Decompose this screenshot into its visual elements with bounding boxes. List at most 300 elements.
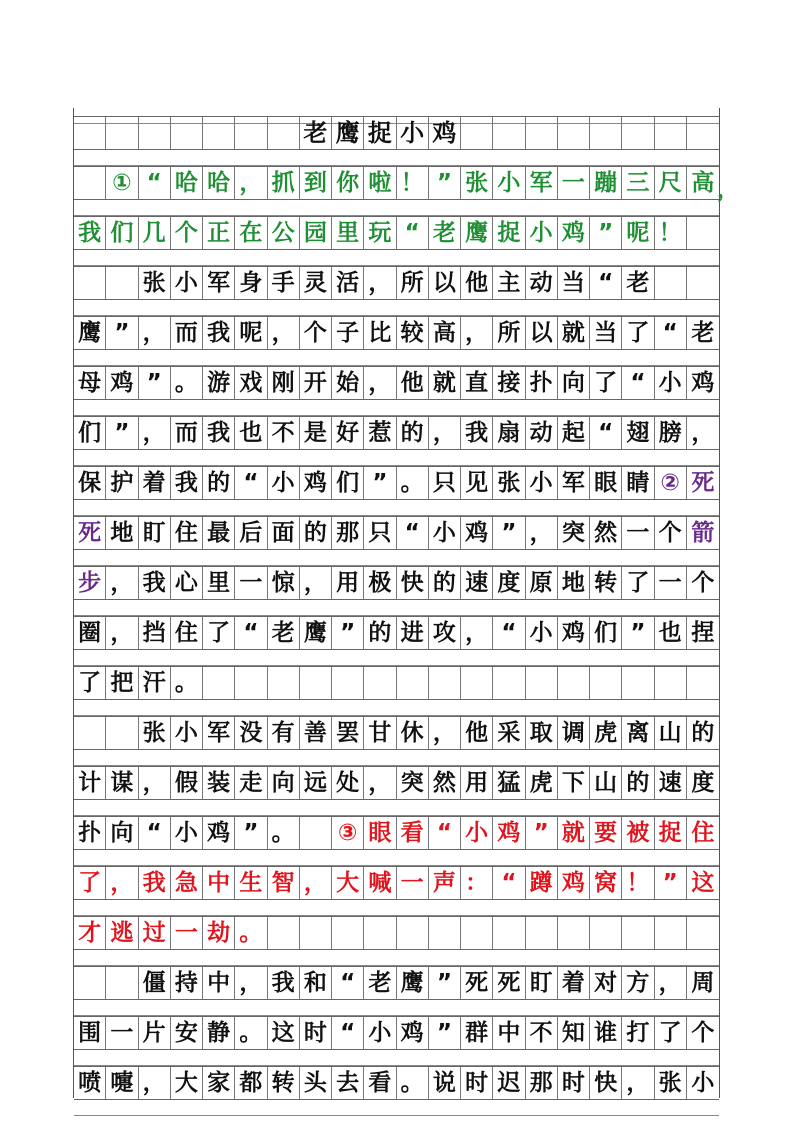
grid-cell: 高: [429, 317, 461, 349]
grid-cell: ，: [655, 967, 687, 999]
grid-cell: 我: [74, 217, 106, 249]
grid-cell: 捉: [493, 217, 525, 249]
grid-cell: 游: [203, 367, 235, 399]
grid-cell: 逃: [106, 917, 138, 949]
grid-cell: 说: [429, 1067, 461, 1099]
grid-cell: [106, 717, 138, 749]
grid-cell: 和: [300, 967, 332, 999]
grid-cell: 也: [235, 417, 267, 449]
grid-separator: [74, 500, 719, 516]
grid-cell: 计: [74, 767, 106, 799]
grid-cell: 转: [268, 1067, 300, 1099]
grid-separator: [74, 600, 719, 616]
grid-row: [74, 766, 719, 800]
grid-cell: 片: [139, 1017, 171, 1049]
grid-cell: 对: [590, 967, 622, 999]
grid-cell: 比: [364, 317, 396, 349]
grid-separator: [74, 400, 719, 416]
grid-row: [74, 966, 719, 1000]
grid-cell: 谋: [106, 767, 138, 799]
grid-cell: 了: [590, 367, 622, 399]
grid-cell: 死: [74, 517, 106, 549]
grid-cell: 惊: [268, 567, 300, 599]
grid-cell: 主: [493, 267, 525, 299]
grid-cell: [106, 967, 138, 999]
grid-cell: ”: [429, 967, 461, 999]
title-cell: 小: [397, 117, 429, 149]
grid-cell: “: [235, 617, 267, 649]
grid-cell: 汗: [139, 667, 171, 699]
grid-cell: ，: [235, 967, 267, 999]
grid-cell: 张: [139, 717, 171, 749]
title-cell: [461, 117, 493, 149]
grid-cell: ！: [397, 167, 429, 199]
grid-cell: 张: [461, 167, 493, 199]
grid-cell: 鸡: [397, 1017, 429, 1049]
title-cell: [526, 117, 558, 149]
grid-cell: 园: [300, 217, 332, 249]
grid-cell: ，: [429, 417, 461, 449]
grid-cell: “: [493, 617, 525, 649]
grid-cell: 善: [300, 717, 332, 749]
grid-cell: 住: [171, 517, 203, 549]
grid-cell: 你: [332, 167, 364, 199]
grid-cell: 动: [526, 417, 558, 449]
grid-cell: 盯: [139, 517, 171, 549]
grid-cell: ，: [139, 317, 171, 349]
grid-cell: 静: [203, 1017, 235, 1049]
grid-cell: [106, 267, 138, 299]
grid-cell: 我: [171, 467, 203, 499]
grid-cell: 劫: [203, 917, 235, 949]
grid-cell: 地: [558, 567, 590, 599]
grid-cell: 步: [74, 567, 106, 599]
grid-cell: [558, 917, 590, 949]
grid-cell: 安: [171, 1017, 203, 1049]
grid-row: [74, 1016, 719, 1050]
grid-cell: 就: [558, 317, 590, 349]
grid-cell: ，: [268, 317, 300, 349]
grid-cell: 了: [655, 1017, 687, 1049]
grid-cell: 一: [171, 917, 203, 949]
grid-cell: 最: [203, 517, 235, 549]
grid-cell: “: [139, 167, 171, 199]
grid-cell: 扑: [74, 817, 106, 849]
title-cell: [106, 117, 138, 149]
grid-cell: 声: [429, 867, 461, 899]
grid-cell: 翅: [622, 417, 654, 449]
grid-cell: 一: [655, 567, 687, 599]
grid-cell: 进: [397, 617, 429, 649]
grid-cell: 鸡: [558, 217, 590, 249]
grid-cell: “: [493, 867, 525, 899]
grid-cell: ，: [691, 419, 715, 446]
grid-cell: 开: [300, 367, 332, 399]
grid-cell: 小: [171, 717, 203, 749]
grid-cell: 鸡: [300, 467, 332, 499]
grid-cell: 用: [461, 767, 493, 799]
title-cell: [139, 117, 171, 149]
grid-cell: 虎: [590, 717, 622, 749]
grid-cell: 中: [203, 867, 235, 899]
grid-cell: 我: [268, 967, 300, 999]
grid-cell: 们: [106, 217, 138, 249]
grid-separator: [74, 850, 719, 866]
grid-cell: 时: [558, 1067, 590, 1099]
grid-row: [74, 166, 740, 203]
title-cell: [558, 117, 590, 149]
grid-cell: ！: [622, 867, 654, 899]
grid-cell: 军: [558, 467, 590, 499]
grid-cell: 生: [235, 867, 267, 899]
grid-cell: [397, 667, 429, 699]
grid-cell: 。: [268, 817, 300, 849]
grid-cell: 挡: [139, 617, 171, 649]
grid-cell: 我: [203, 317, 235, 349]
grid-cell: 老: [268, 617, 300, 649]
grid-cell: 直: [461, 367, 493, 399]
grid-cell: 始: [332, 367, 364, 399]
grid-cell: [622, 667, 654, 699]
composition-grid-paper: [73, 108, 740, 1098]
grid-cell: 鸡: [203, 817, 235, 849]
grid-cell: 群: [461, 1017, 493, 1049]
grid-row: [74, 666, 719, 700]
grid-cell: 的: [364, 617, 396, 649]
grid-cell: 鸡: [558, 617, 590, 649]
grid-cell: 老: [691, 319, 715, 346]
grid-cell: 玩: [364, 217, 396, 249]
grid-cell: 活: [332, 267, 364, 299]
grid-cell: 扑: [526, 367, 558, 399]
grid-cell: ，: [429, 717, 461, 749]
grid-cell: 过: [139, 917, 171, 949]
grid-separator: [74, 900, 719, 916]
grid-cell: [655, 267, 687, 299]
grid-cell: 住: [691, 819, 715, 846]
grid-cell: 戏: [235, 367, 267, 399]
grid-cell: ，: [364, 367, 396, 399]
grid-cell: 一: [235, 567, 267, 599]
grid-cell: [74, 167, 106, 199]
grid-cell: 就: [429, 367, 461, 399]
grid-cell: [461, 917, 493, 949]
title-cell: 鸡: [429, 117, 461, 149]
grid-cell: 小: [526, 467, 558, 499]
grid-cell: 的: [429, 567, 461, 599]
grid-cell: [300, 667, 332, 699]
grid-cell: 捉: [655, 817, 687, 849]
grid-cell: 了: [74, 867, 106, 899]
grid-row: [74, 916, 719, 950]
grid-cell: 然: [590, 517, 622, 549]
grid-cell: ②: [655, 467, 687, 499]
grid-cell: 老: [364, 967, 396, 999]
grid-cell: “: [622, 367, 654, 399]
grid-cell: [300, 917, 332, 949]
grid-cell: [429, 667, 461, 699]
grid-cell: 山: [655, 717, 687, 749]
grid-cell: 不: [526, 1017, 558, 1049]
grid-cell: 的: [622, 767, 654, 799]
grid-cell: 快: [590, 1067, 622, 1099]
grid-cell: [332, 667, 364, 699]
grid-cell: 鸡: [461, 517, 493, 549]
grid-cell: 灵: [300, 267, 332, 299]
grid-cell: 小: [171, 267, 203, 299]
overflow-punctuation: ，: [717, 178, 740, 203]
grid-cell: 家: [203, 1067, 235, 1099]
grid-cell: “: [139, 817, 171, 849]
grid-cell: 鹰: [397, 967, 429, 999]
grid-cell: [300, 817, 332, 849]
grid-cell: 处: [332, 767, 364, 799]
grid-cell: 子: [332, 317, 364, 349]
grid-cell: 周: [691, 969, 715, 996]
grid-cell: 假: [171, 767, 203, 799]
grid-separator: [74, 1050, 719, 1066]
grid-cell: [590, 917, 622, 949]
grid-cell: 喊: [364, 867, 396, 899]
grid-cell: 转: [590, 567, 622, 599]
grid-cell: 被: [622, 817, 654, 849]
grid-cell: ，: [235, 167, 267, 199]
grid-cell: 起: [558, 417, 590, 449]
grid-cell: 不: [268, 417, 300, 449]
grid-cell: 捏: [691, 619, 715, 646]
grid-cell: ，: [364, 267, 396, 299]
grid-cell: 然: [429, 767, 461, 799]
grid-cell: 膀: [655, 417, 687, 449]
grid-cell: 鸡: [493, 817, 525, 849]
grid-separator: [74, 950, 719, 966]
grid-cell: ”: [106, 317, 138, 349]
grid-cell: 老: [622, 267, 654, 299]
grid-cell: 几: [139, 217, 171, 249]
grid-cell: 一: [558, 167, 590, 199]
grid-cell: ”: [139, 367, 171, 399]
grid-cell: ③: [332, 817, 364, 849]
grid-cell: “: [655, 317, 687, 349]
title-cell: [74, 117, 106, 149]
grid-cell: “: [235, 467, 267, 499]
grid-cell: 一: [106, 1017, 138, 1049]
grid-cell: 接: [493, 367, 525, 399]
grid-cell: “: [590, 267, 622, 299]
grid-separator: [74, 800, 719, 816]
grid-cell: 的: [300, 517, 332, 549]
grid-cell: 以: [526, 317, 558, 349]
grid-cell: 就: [558, 817, 590, 849]
grid-cell: ”: [655, 867, 687, 899]
grid-row: [74, 716, 719, 750]
grid-cell: 个: [691, 1019, 715, 1046]
grid-cell: 身: [235, 267, 267, 299]
grid-cell: 好: [332, 417, 364, 449]
grid-cell: 那: [526, 1067, 558, 1099]
grid-cell: 智: [268, 867, 300, 899]
grid-cell: 。: [171, 367, 203, 399]
grid-cell: 以: [429, 267, 461, 299]
grid-cell: ”: [332, 617, 364, 649]
grid-cell: 。: [397, 467, 429, 499]
grid-cell: 去: [332, 1067, 364, 1099]
grid-cell: ，: [526, 517, 558, 549]
grid-cell: 张: [493, 467, 525, 499]
grid-cell: ①: [106, 167, 138, 199]
grid-cell: 大: [332, 867, 364, 899]
grid-cell: 窝: [590, 867, 622, 899]
grid-cell: 抓: [268, 167, 300, 199]
grid-cell: [268, 917, 300, 949]
grid-cell: 突: [558, 517, 590, 549]
grid-cell: 山: [590, 767, 622, 799]
grid-cell: ：: [461, 867, 493, 899]
grid-cell: “: [332, 967, 364, 999]
grid-cell: 。: [235, 917, 267, 949]
grid-cell: 小: [691, 1069, 715, 1096]
grid-cell: [364, 667, 396, 699]
title-cell: [268, 117, 300, 149]
grid-cell: 一: [622, 517, 654, 549]
grid-cell: 持: [171, 967, 203, 999]
grid-cell: [397, 917, 429, 949]
grid-cell: 下: [558, 767, 590, 799]
grid-cell: ，: [139, 417, 171, 449]
grid-cell: ”: [364, 467, 396, 499]
grid-separator: [74, 200, 719, 216]
grid-cell: 心: [171, 567, 203, 599]
grid-cell: 张: [655, 1067, 687, 1099]
grid-cell: 他: [461, 717, 493, 749]
grid-separator: [74, 1000, 719, 1016]
grid-cell: 地: [106, 517, 138, 549]
grid-cell: 的: [203, 467, 235, 499]
grid-cell: 才: [74, 917, 106, 949]
grid-cell: [590, 667, 622, 699]
grid-cell: 他: [397, 367, 429, 399]
grid-separator: [74, 300, 719, 316]
grid-cell: 向: [106, 817, 138, 849]
title-cell: 老: [300, 117, 332, 149]
grid-cell: 也: [655, 617, 687, 649]
grid-cell: 小: [526, 217, 558, 249]
grid-cell: 装: [203, 767, 235, 799]
grid-cell: 我: [203, 417, 235, 449]
title-cell: [590, 117, 622, 149]
grid-cell: 。: [397, 1067, 429, 1099]
grid-cell: ，: [461, 317, 493, 349]
grid-cell: 中: [203, 967, 235, 999]
grid-cell: 高: [691, 169, 715, 196]
grid-cell: 死: [461, 967, 493, 999]
grid-cell: 军: [203, 717, 235, 749]
grid-cell: 时: [461, 1067, 493, 1099]
grid-cell: 眼: [590, 467, 622, 499]
grid-cell: 没: [235, 717, 267, 749]
grid-cell: 睛: [622, 467, 654, 499]
grid-cell: 后: [235, 517, 267, 549]
grid-cell: 。: [171, 667, 203, 699]
grid-cell: 军: [526, 167, 558, 199]
grid-cell: 而: [171, 417, 203, 449]
grid-cell: 惹: [364, 417, 396, 449]
grid-cell: 小: [364, 1017, 396, 1049]
grid-cell: 采: [493, 717, 525, 749]
title-cell: [687, 117, 719, 149]
grid-cell: 。: [235, 1017, 267, 1049]
grid-cell: “: [397, 217, 429, 249]
grid-cell: 圈: [74, 617, 106, 649]
grid-cell: 小: [493, 167, 525, 199]
grid-cell: 盯: [526, 967, 558, 999]
grid-cell: ，: [461, 617, 493, 649]
grid-cell: [558, 667, 590, 699]
grid-cell: ”: [429, 167, 461, 199]
grid-cell: 个: [171, 217, 203, 249]
grid-cell: 蹦: [590, 167, 622, 199]
grid-cell: 扇: [493, 417, 525, 449]
grid-cell: 手: [268, 267, 300, 299]
grid-cell: 小: [655, 367, 687, 399]
grid-cell: [332, 917, 364, 949]
grid-cell: [493, 667, 525, 699]
grid-cell: [364, 917, 396, 949]
grid-cell: 我: [139, 867, 171, 899]
grid-cell: 向: [268, 767, 300, 799]
grid-cell: 攻: [429, 617, 461, 649]
grid-cell: 个: [655, 517, 687, 549]
grid-cell: 着: [139, 467, 171, 499]
grid-cell: ，: [300, 567, 332, 599]
grid-cell: 面: [268, 517, 300, 549]
grid-row: [74, 1066, 719, 1100]
grid-cell: ，: [106, 567, 138, 599]
grid-cell: 谁: [590, 1017, 622, 1049]
grid-cell: 的: [691, 719, 715, 746]
grid-cell: [687, 267, 719, 299]
grid-cell: 打: [622, 1017, 654, 1049]
grid-cell: 而: [171, 317, 203, 349]
grid-separator: [74, 650, 719, 666]
grid-cell: 我: [461, 417, 493, 449]
grid-cell: 原: [526, 567, 558, 599]
grid-cell: 哈: [203, 167, 235, 199]
grid-separator: [74, 150, 719, 166]
grid-cell: 保: [74, 467, 106, 499]
grid-cell: 哈: [171, 167, 203, 199]
grid-cell: 鹰: [461, 217, 493, 249]
grid-cell: 鹰: [74, 317, 106, 349]
grid-cell: 正: [203, 217, 235, 249]
grid-cell: 了: [622, 567, 654, 599]
title-cell: [493, 117, 525, 149]
grid-cell: 动: [526, 267, 558, 299]
grid-cell: [74, 717, 106, 749]
grid-cell: 张: [139, 267, 171, 299]
grid-separator: [74, 450, 719, 466]
grid-cell: 这: [691, 869, 715, 896]
grid-cell: 把: [106, 667, 138, 699]
grid-cell: 当: [558, 267, 590, 299]
grid-cell: 离: [622, 717, 654, 749]
grid-cell: [429, 917, 461, 949]
grid-cell: 小: [526, 617, 558, 649]
grid-cell: 母: [74, 367, 106, 399]
grid-cell: [493, 917, 525, 949]
grid-cell: 走: [235, 767, 267, 799]
grid-row: [74, 866, 719, 900]
